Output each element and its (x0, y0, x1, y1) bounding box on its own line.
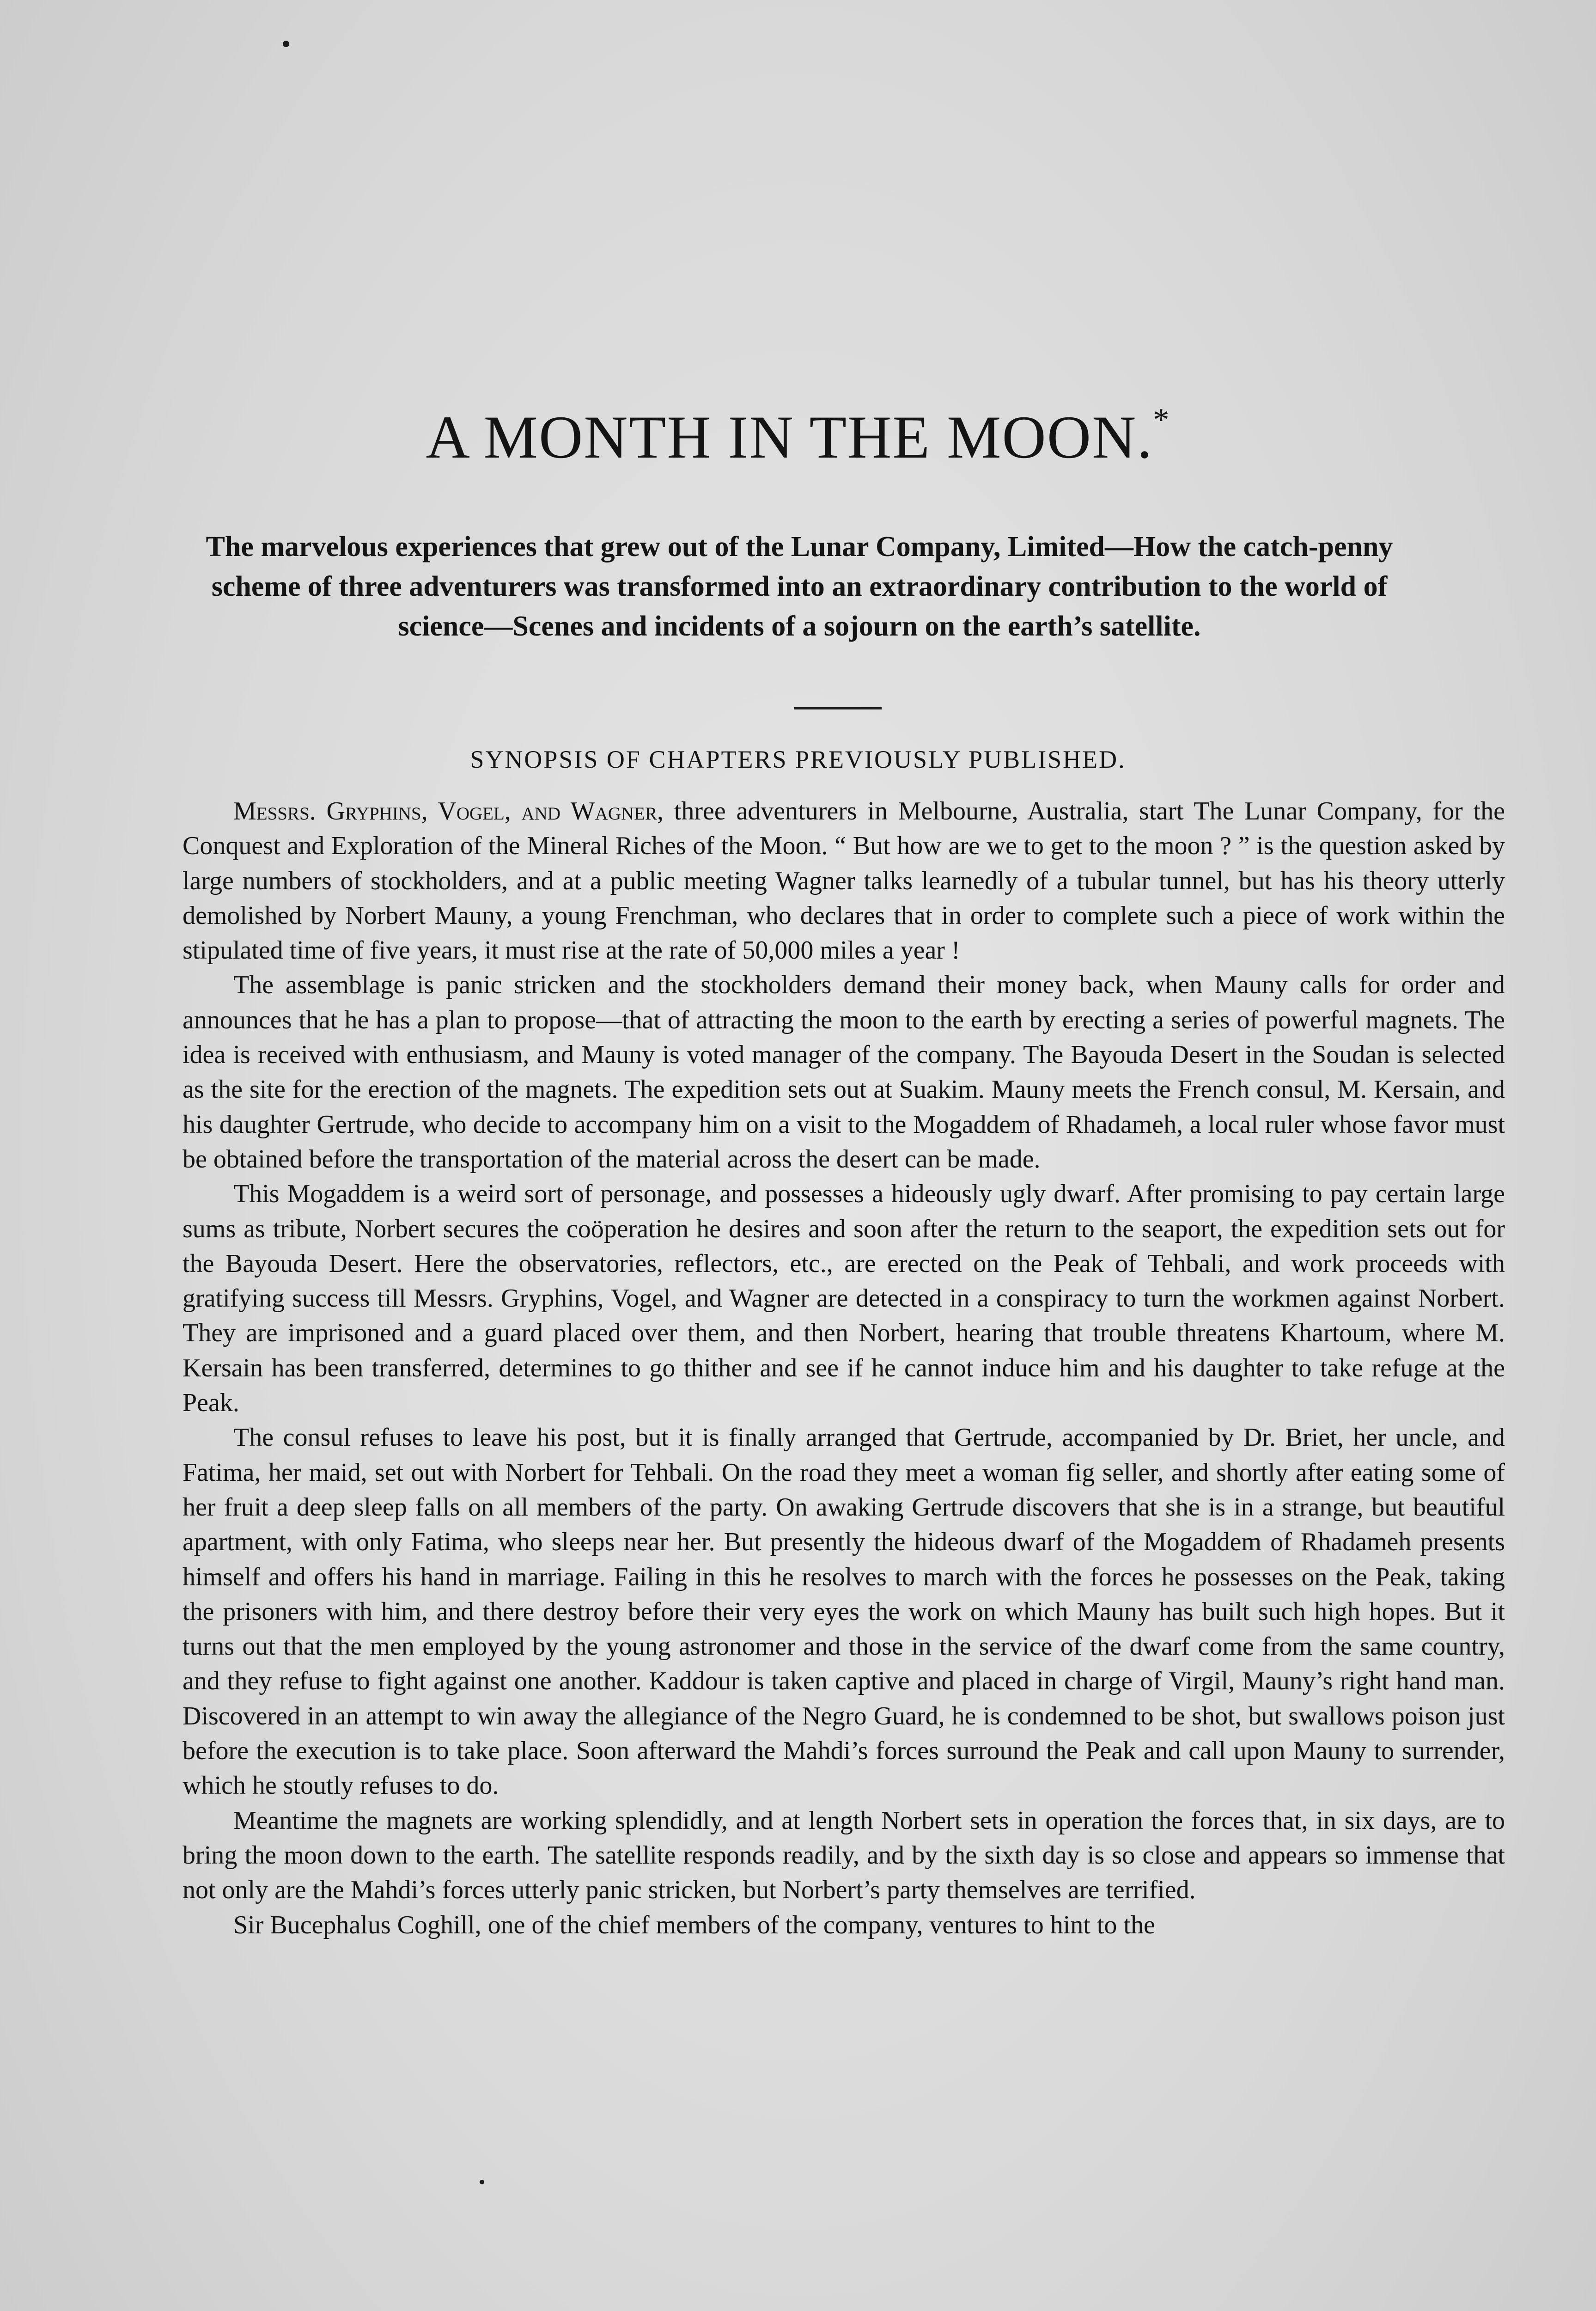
story-title (0, 402, 1596, 471)
synopsis-paragraph-4: The consul refuses to leave his post, but it is finally arranged that Gertrude, accompanied by Dr. Briet, her uncle, and Fatima, her maid, set out with Norbert for Tehbali. On the road they meet a woman fig seller, and shortly after eating some of her fruit a deep sleep falls on all members of the party. On awaking Gertrude discovers that she is in a strange, but beautiful apartment, with only Fatima, who sleeps near her. But presently the hideous dwarf of the Mogaddem of Rhadameh presents himself and offers his hand in marriage. Failing in this he resolves to march with the forces he possesses on the Peak, taking the prisoners with him, and there destroy before their very eyes the work on which Mauny has built such high hopes. But it turns out that the men employed by the young astronomer and those in the service of the dwarf come from the same country, and they refuse to fight against one another. Kaddour is taken captive and placed in charge of Virgil, Mauny’s right hand man. Discovered in an attempt to win away the allegiance of the Negro Guard, he is condemned to be shot, but swallows poison just before the execution is to take place. Soon afterward the Mahdi’s forces surround the Peak and call upon Mauny to surrender, which he stoutly refuses to do. (183, 1423, 1505, 1800)
story-title-text: A MONTH IN THE MOON. (426, 403, 1153, 471)
story-deck: The marvelous experiences that grew out of the Lunar Company, Limited—How the catch-penny scheme of three adventurers was transformed into an extraordinary contribution to the world of science—Scenes and incidents of a sojourn on the earth’s satellite. (206, 531, 1393, 642)
ink-speck (480, 2180, 484, 2184)
synopsis-lead-names: Messrs. Gryphins, Vogel, and Wagner, (233, 797, 664, 825)
synopsis-paragraph-2: The assemblage is panic stricken and the stockholders demand their money back, when Mauny calls for order and announces that he has a plan to propose—that of attracting the moon to the earth by erecting a series of powerful magnets. The idea is received with enthusiasm, and Mauny is voted manager of the company. The Bayouda Desert in the Soudan is selected as the site for the erection of the magnets. The expedition sets out at Suakim. Mauny meets the French consul, M. Kersain, and his daughter Gertrude, who decide to accompany him on a visit to the Mogaddem of Rhadameh, a local ruler whose favor must be obtained before the transportation of the material across the desert can be made. (183, 971, 1505, 1174)
divider-rule (794, 707, 882, 709)
synopsis-heading: SYNOPSIS OF CHAPTERS PREVIOUSLY PUBLISHED. (470, 746, 1126, 773)
footnote-marker: * (1153, 402, 1170, 438)
synopsis-paragraph-6: Sir Bucephalus Coghill, one of the chief members of the company, ventures to hint to the (233, 1910, 1155, 1939)
synopsis-paragraph-1-text: three adventurers in Melbourne, Australia, start The Lunar Company, for the Conquest and Exploration of the Mineral Riches of the Moon. “ But how are we to get to the moon ? ” is the question asked by large numbers of stockholders, and at a public meeting Wagner talks learnedly of a tubular tunnel, but has his theory utterly demolished by Norbert Mauny, a young Frenchman, who declares that in order to complete such a piece of work within the stipulated time of five years, it must rise at the rate of 50,000 miles a year ! (183, 797, 1505, 965)
synopsis-paragraph-3: This Mogaddem is a weird sort of personage, and possesses a hideously ugly dwarf. After promising to pay certain large sums as tribute, Norbert secures the coöperation he desires and soon after the return to the seaport, the expedition sets out for the Bayouda Desert. Here the observatories, reflectors, etc., are erected on the Peak of Tehbali, and work proceeds with gratifying success till Messrs. Gryphins, Vogel, and Wagner are detected in a conspiracy to turn the workmen against Norbert. They are imprisoned and a guard placed over them, and then Norbert, hearing that trouble threatens Khartoum, where M. Kersain has been transferred, determines to go thither and see if he cannot induce him and his daughter to take refuge at the Peak. (183, 1180, 1505, 1418)
synopsis-body (183, 794, 1505, 1943)
ink-speck (283, 41, 289, 47)
synopsis-paragraph-1 (183, 794, 1505, 968)
synopsis-paragraph-5: Meantime the magnets are working splendidly, and at length Norbert sets in operation the forces that, in six days, are to bring the moon down to the earth. The satellite responds readily, and by the sixth day is so close and appears so immense that not only are the Mahdi’s forces utterly panic stricken, but Norbert’s party themselves are terrified. (183, 1806, 1505, 1905)
